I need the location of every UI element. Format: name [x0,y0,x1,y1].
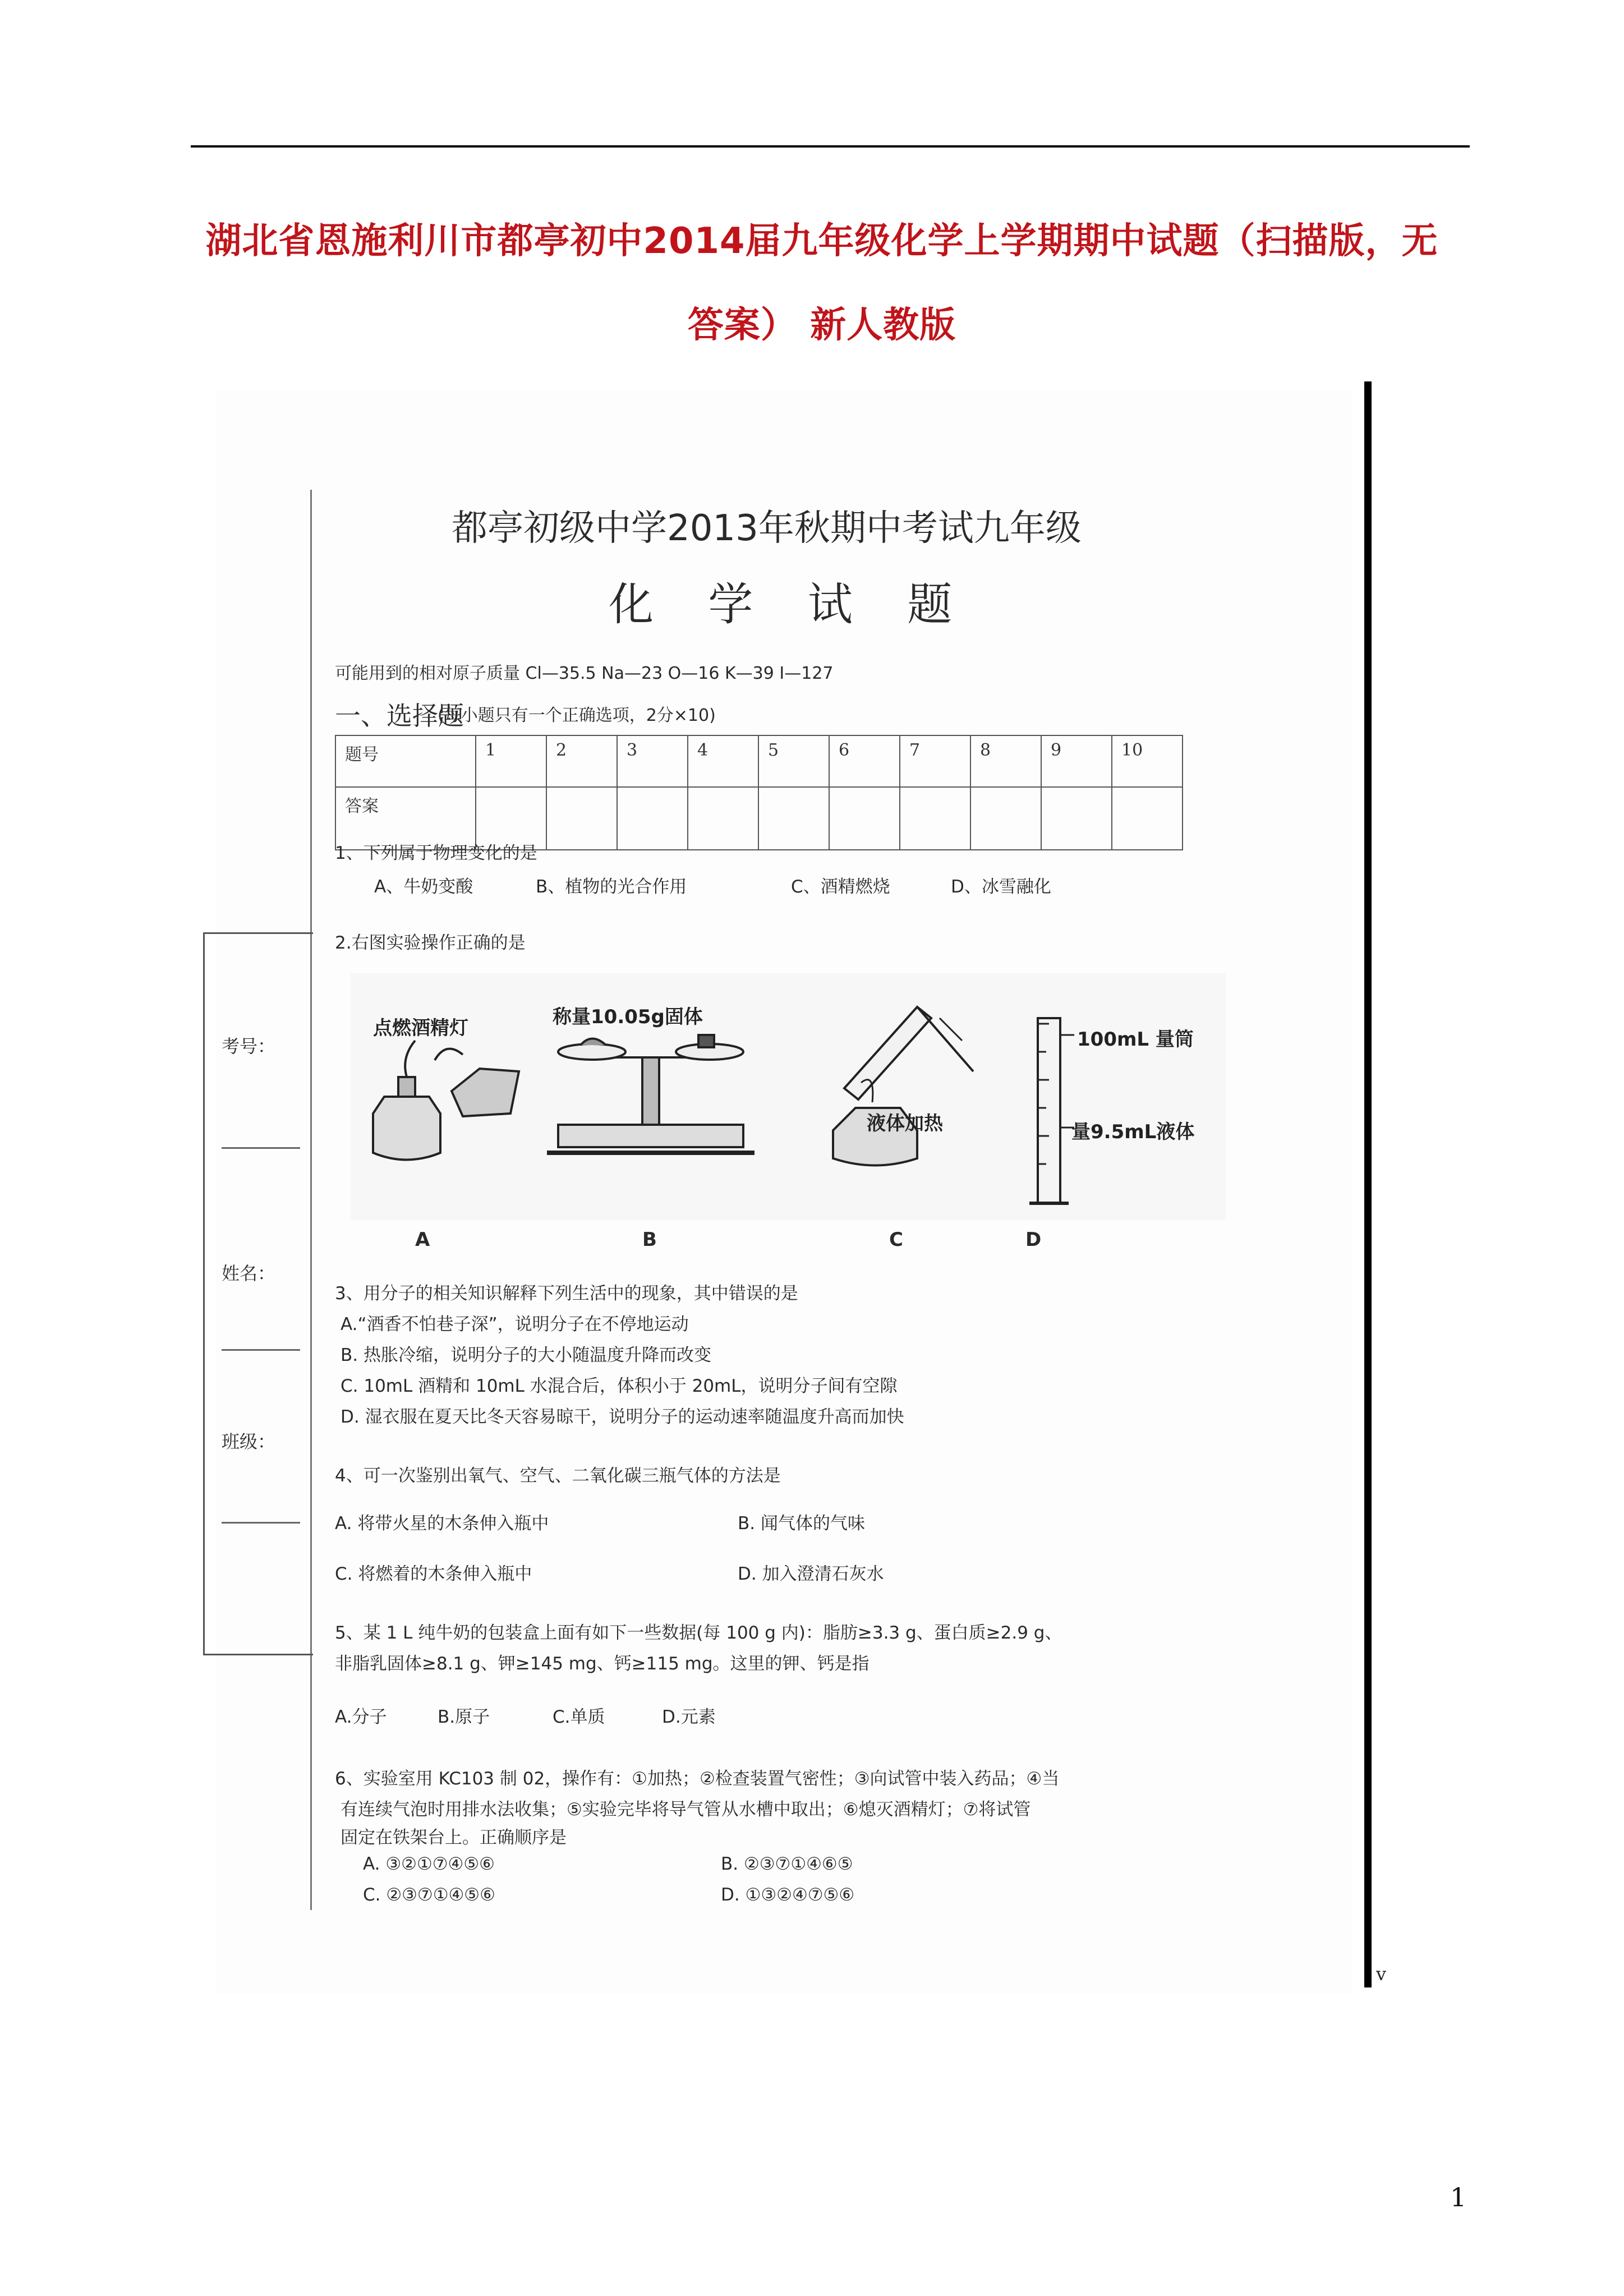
question-4-option-b: B. 闻气体的气味 [738,1513,865,1534]
question-5-option-a: A.分子 [335,1707,387,1727]
question-6-stem-line-2: 有连续气泡时用排水法收集；⑤实验完毕将导气管从水槽中取出；⑥熄灭酒精灯；⑦将试管 [341,1800,1031,1820]
question-1-option-d: D、冰雪融化 [951,877,1051,897]
question-4-option-c: C. 将燃着的木条伸入瓶中 [335,1564,532,1584]
atomic-masses-line: 可能用到的相对原子质量 Cl—35.5 Na—23 O—16 K—39 I—127 [335,664,834,683]
answer-cell [900,787,970,850]
page-number: 1 [1450,2182,1467,2212]
question-3-option-d: D. 湿衣服在夏天比冬天容易晾干，说明分子的运动速率随温度升高而加快 [341,1407,904,1427]
answer-table [335,735,1183,850]
table-cell-number: 6 [829,735,900,787]
exam-school-title: 都亭初级中学2013年秋期中考试九年级 [452,508,1082,549]
table-row-label: 答案 [335,787,476,850]
answer-cell [546,787,617,850]
scanned-exam-image [216,390,1352,1994]
table-cell-number: 9 [1041,735,1112,787]
question-6-option-d: D. ①③②④⑦⑤⑥ [721,1885,855,1905]
lab-operations-figure [351,973,1226,1220]
question-5-option-d: D.元素 [662,1707,716,1727]
answer-cell [970,787,1041,850]
exam-number-line [222,1147,300,1149]
question-4-option-d: D. 加入澄清石灰水 [738,1564,884,1584]
binding-box [203,932,313,1655]
question-6-option-b: B. ②③⑦①④⑥⑤ [721,1854,853,1874]
figure-b-caption: 称量10.05g固体 [553,1006,703,1028]
question-4-option-a: A. 将带火星的木条伸入瓶中 [335,1513,549,1534]
question-5-option-b: B.原子 [438,1707,490,1727]
header-rule [191,145,1470,148]
table-row-label: 题号 [335,735,476,787]
question-3-option-c: C. 10mL 酒精和 10mL 水混合后，体积小于 20mL，说明分子间有空隙 [341,1376,898,1396]
question-1-option-a: A、牛奶变酸 [374,877,473,897]
answer-cell [829,787,900,850]
question-1-option-c: C、酒精燃烧 [791,877,890,897]
name-label: 姓名： [222,1263,276,1284]
section-note: (每小题只有一个正确选项，2分×10) [438,706,716,725]
answer-cell [688,787,758,850]
question-5-stem-line-2: 非脂乳固体≥8.1 g、钾≥145 mg、钙≥115 mg。这里的钾、钙是指 [335,1654,869,1674]
class-label: 班级： [222,1431,276,1452]
side-mark: v [1376,1963,1387,1985]
table-cell-number: 5 [758,735,829,787]
table-cell-number: 3 [617,735,688,787]
question-6-stem-line-1: 6、实验室用 KC103 制 02，操作有：①加热；②检查装置气密性；③向试管中装入药品；④当 [335,1769,1060,1789]
table-cell-number: 7 [900,735,970,787]
question-6-option-a: A. ③②①⑦④⑤⑥ [363,1854,495,1874]
class-line [222,1522,300,1524]
figure-c-caption: 液体加热 [867,1112,943,1135]
question-5-stem-line-1: 5、某 1 L 纯牛奶的包装盒上面有如下一些数据(每 100 g 内)：脂肪≥3.3 g、蛋白质≥2.9 g、 [335,1623,1062,1643]
question-3-option-b: B. 热胀冷缩，说明分子的大小随温度升降而改变 [341,1345,711,1365]
document-title-line-1: 湖北省恩施利川市都亭初中2014届九年级化学上学期期中试题（扫描版，无 [205,220,1438,262]
scan-edge-bar [1364,381,1372,1987]
figure-letter-c: C [889,1228,903,1251]
question-1-option-b: B、植物的光合作用 [536,877,687,897]
question-1-stem: 1、下列属于物理变化的是 [335,843,537,863]
figure-letter-a: A [415,1228,430,1251]
table-cell-number: 10 [1112,735,1183,787]
question-2-stem: 2.右图实验操作正确的是 [335,933,526,953]
section-title: 一、选择题 [335,701,464,731]
figure-a-caption: 点燃酒精灯 [373,1017,468,1039]
figure-d-caption-bottom: 量9.5mL液体 [1071,1121,1195,1143]
question-6-stem-line-3: 固定在铁架台上。正确顺序是 [341,1828,567,1848]
name-line [222,1349,300,1351]
question-5-option-c: C.单质 [553,1707,605,1727]
table-cell-number: 8 [970,735,1041,787]
document-title-line-2: 答案） 新人教版 [687,305,956,346]
question-6-option-c: C. ②③⑦①④⑤⑥ [363,1885,495,1905]
figure-letter-d: D [1025,1228,1042,1251]
answer-cell [758,787,829,850]
answer-cell [1112,787,1183,850]
answer-cell [617,787,688,850]
table-cell-number: 2 [546,735,617,787]
exam-subject-title: 化 学 试 题 [609,578,973,631]
question-3-stem: 3、用分子的相关知识解释下列生活中的现象，其中错误的是 [335,1283,798,1304]
lab-apparatus-drawing [351,973,1226,1220]
answer-cell [1041,787,1112,850]
question-3-option-a: A.“酒香不怕巷子深”，说明分子在不停地运动 [341,1314,689,1335]
table-cell-number: 1 [476,735,546,787]
figure-letter-b: B [642,1228,657,1251]
question-4-stem: 4、可一次鉴别出氧气、空气、二氧化碳三瓶气体的方法是 [335,1466,781,1486]
figure-d-caption-top: 100mL 量筒 [1077,1028,1194,1051]
exam-number-label: 考号： [222,1036,276,1057]
table-cell-number: 4 [688,735,758,787]
